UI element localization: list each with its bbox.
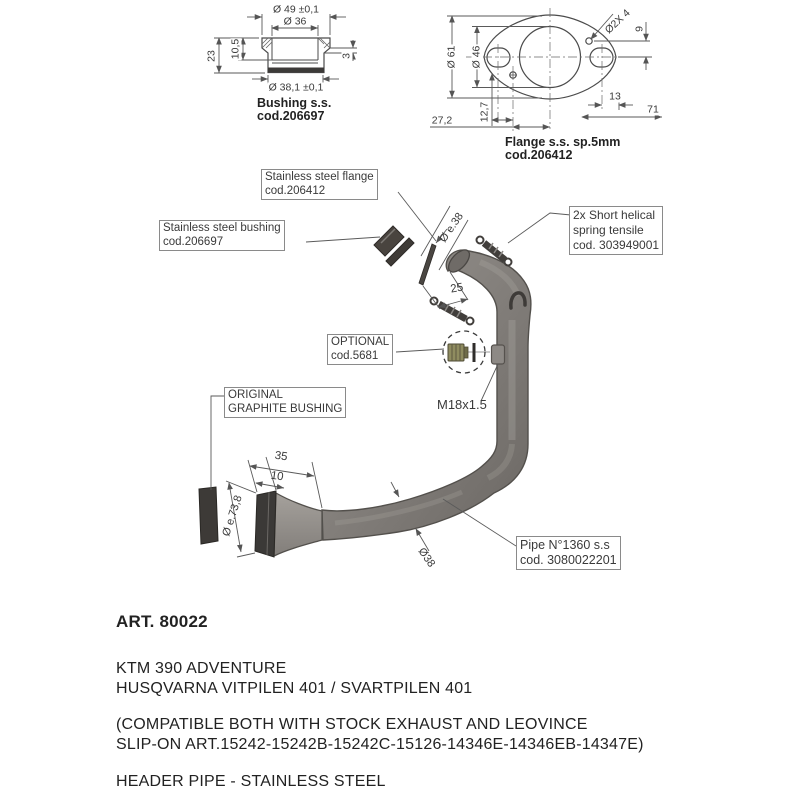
label-graphite-line2: GRAPHITE BUSHING [228, 402, 343, 415]
flange-plate-part [419, 244, 436, 285]
compatibility-line-1: (COMPATIBLE BOTH WITH STOCK EXHAUST AND LEOVINCE [116, 716, 588, 733]
label-pipe-line2: cod. 3080022201 [520, 553, 617, 567]
stainless-bushing-part [374, 226, 414, 266]
model-line-1: KTM 390 ADVENTURE [116, 660, 287, 677]
label-stainless-bushing [159, 220, 285, 251]
dim-end-length-35: 35 [273, 449, 289, 464]
header-pipe [322, 250, 531, 540]
label-graphite-line1: ORIGINAL [228, 389, 283, 401]
spring-lower [431, 298, 474, 325]
dim-flange-outer-diameter: Ø 61 [445, 45, 458, 69]
label-flange-line1: Stainless steel flange [265, 171, 374, 183]
dim-bushing-length-10: 10 [269, 469, 285, 484]
dim-flange-holes: Ø2X 4 [602, 7, 633, 37]
dim-bushing-bottom-diameter: Ø 38,1 ±0,1 [268, 81, 324, 94]
bushing-title-line1: Bushing s.s. [257, 96, 332, 110]
dim-bushing-lip: 3 [340, 53, 353, 59]
label-springs-line1: 2x Short helical [573, 208, 656, 222]
dim-flange-slot-offset: 13 [609, 90, 621, 103]
dim-flange-hole-distance: 12,7 [478, 101, 491, 123]
dim-flange-offset-25: 25 [449, 281, 465, 296]
bushing-section-drawing [262, 38, 330, 73]
inlet-end-band [255, 491, 276, 557]
compatibility-line-2: SLIP-ON ART.15242-15242B-15242C-15126-14346E-14346EB-14347E) [116, 736, 644, 753]
flange-title-line1: Flange s.s. sp.5mm [505, 135, 621, 149]
m18-bung [492, 345, 505, 364]
dim-flange-inner-diameter: Ø 46 [470, 45, 483, 69]
dim-bushing-outer-diameter: Ø 49 ±0,1 [272, 3, 320, 16]
label-optional-sensor [327, 334, 393, 365]
label-flange-line2: cod.206412 [265, 184, 326, 197]
label-graphite-bushing [224, 387, 346, 418]
dim-flange-hole-edge-distance: 27,2 [431, 114, 453, 127]
bushing-title-line2: cod.206697 [257, 109, 325, 123]
dim-bushing-inner-diameter: Ø 36 [283, 15, 307, 28]
dim-bushing-height: 23 [205, 50, 218, 62]
dim-pipe-diameter-38: Ø38 [415, 545, 438, 570]
label-pipe-line1: Pipe N°1360 s.s [520, 538, 610, 552]
label-pipe [516, 536, 621, 570]
flange-title-line2: cod.206412 [505, 148, 573, 162]
label-bushing-line2: cod.206697 [163, 235, 224, 248]
label-m18-thread: M18x1.5 [437, 397, 487, 412]
label-bushing-line1: Stainless steel bushing [163, 222, 281, 234]
label-optional-line2: cod.5681 [331, 349, 379, 362]
dim-pipe-end-diameter: Ø e.38 [437, 210, 466, 245]
label-springs-line2: spring tensile [573, 223, 644, 237]
optional-sensor-plug [448, 343, 474, 362]
dim-bushing-inner-depth: 10,5 [229, 38, 242, 60]
inlet-cone [274, 493, 322, 556]
dim-flange-width: 71 [647, 103, 659, 116]
label-springs [569, 206, 663, 255]
dim-inlet-diameter: Ø e.73,8 [220, 493, 245, 538]
label-springs-line3: cod. 303949001 [573, 238, 660, 252]
label-stainless-flange [261, 169, 378, 200]
dim-flange-hole-offset: 9 [633, 26, 646, 32]
graphite-bushing-part [199, 487, 218, 544]
product-name: HEADER PIPE - STAINLESS STEEL [116, 773, 386, 790]
article-number: ART. 80022 [116, 612, 208, 631]
model-line-2: HUSQVARNA VITPILEN 401 / SVARTPILEN 401 [116, 680, 473, 697]
flange-drawing-title [505, 136, 620, 162]
bushing-drawing-title [257, 97, 331, 123]
bushing-bottom-band [268, 68, 324, 73]
label-optional-line1: OPTIONAL [331, 336, 390, 348]
